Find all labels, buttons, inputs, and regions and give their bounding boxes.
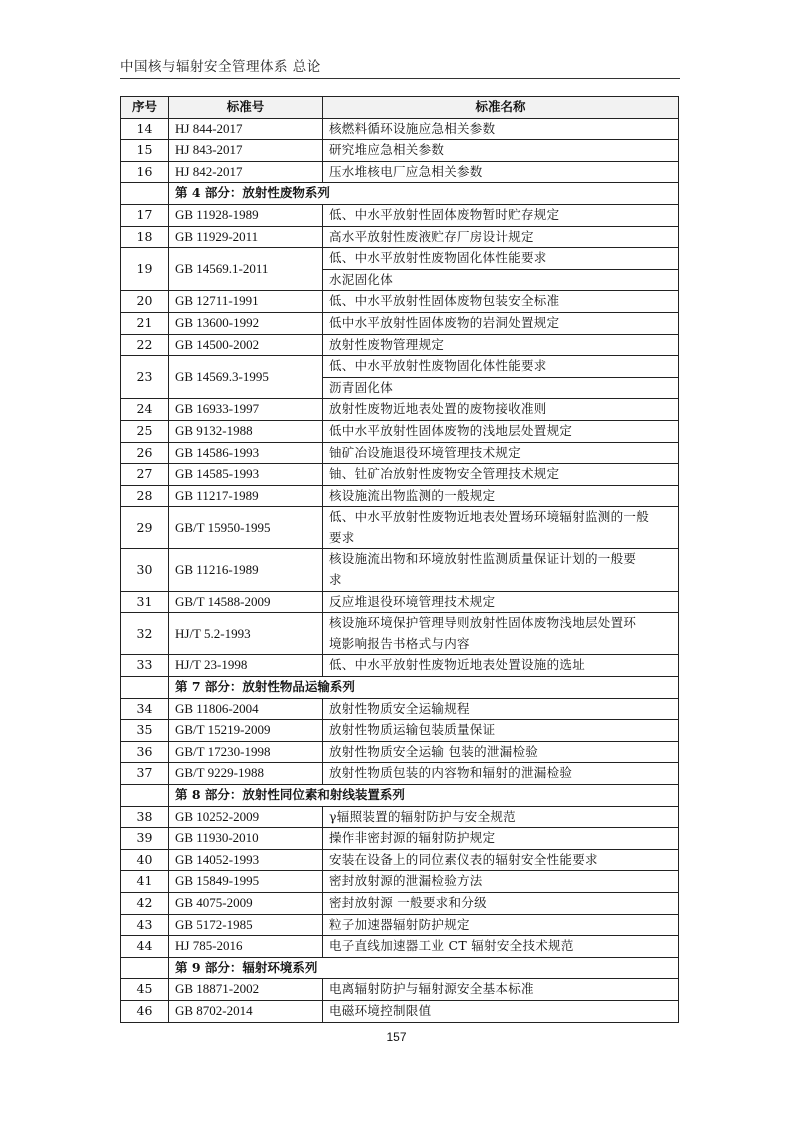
standard-title: γ辐照装置的辐射防护与安全规范 xyxy=(323,806,679,828)
standard-code: GB 11216-1989 xyxy=(169,549,323,591)
table-row xyxy=(121,720,679,742)
header-divider xyxy=(120,78,680,79)
section-row xyxy=(121,183,679,205)
standard-code: GB 5172-1985 xyxy=(169,914,323,936)
standard-code: GB/T 9229-1988 xyxy=(169,763,323,785)
table-header-row xyxy=(121,97,679,119)
section-title: 第 4 部分：放射性废物系列 xyxy=(169,183,679,205)
standard-title-line: 低、中水平放射性废物近地表处置场环境辐射监测的一般 xyxy=(329,509,650,525)
table-row xyxy=(121,892,679,914)
standard-code: GB 12711-1991 xyxy=(169,291,323,313)
table-row xyxy=(121,118,679,140)
standard-title: 压水堆核电厂应急相关参数 xyxy=(323,161,679,183)
row-number: 17 xyxy=(121,204,169,226)
section-spacer-cell xyxy=(121,677,169,699)
table-row xyxy=(121,464,679,486)
row-number: 43 xyxy=(121,914,169,936)
standard-title: 低、中水平放射性废物近地表处置设施的选址 xyxy=(323,655,679,677)
row-number: 42 xyxy=(121,892,169,914)
row-number: 46 xyxy=(121,1000,169,1022)
standard-code: GB 9132-1988 xyxy=(169,420,323,442)
standard-code: HJ/T 5.2-1993 xyxy=(169,613,323,655)
row-number: 22 xyxy=(121,334,169,356)
standard-code: GB 14569.1-2011 xyxy=(169,248,323,291)
section-spacer-cell xyxy=(121,183,169,205)
row-number: 31 xyxy=(121,591,169,613)
row-number: 30 xyxy=(121,549,169,591)
standard-title-line: 境影响报告书格式与内容 xyxy=(329,635,470,651)
standard-title: 低中水平放射性固体废物的岩洞处置规定 xyxy=(323,312,679,334)
row-number: 32 xyxy=(121,613,169,655)
row-number: 23 xyxy=(121,356,169,399)
standard-code: GB 13600-1992 xyxy=(169,312,323,334)
standard-title: 铀矿冶设施退役环境管理技术规定 xyxy=(323,442,679,464)
table-row xyxy=(121,226,679,248)
table-row xyxy=(121,204,679,226)
standard-title: 操作非密封源的辐射防护规定 xyxy=(323,828,679,850)
standard-title: 低、中水平放射性废物固化体性能要求 xyxy=(323,356,679,378)
page-number: 157 xyxy=(386,1030,407,1044)
table-row xyxy=(121,399,679,421)
standard-title xyxy=(323,507,679,549)
standard-title-line: 要求 xyxy=(329,529,355,545)
row-number: 44 xyxy=(121,936,169,958)
table-row xyxy=(121,507,679,549)
table-row xyxy=(121,741,679,763)
row-number: 16 xyxy=(121,161,169,183)
row-number: 45 xyxy=(121,979,169,1001)
table-row xyxy=(121,549,679,591)
standard-code: GB 18871-2002 xyxy=(169,979,323,1001)
table-row xyxy=(121,591,679,613)
row-number: 21 xyxy=(121,312,169,334)
standard-title: 电离辐射防护与辐射源安全基本标准 xyxy=(323,979,679,1001)
standard-title-line: 核设施流出物和环境放射性监测质量保证计划的一般要 xyxy=(329,551,637,567)
section-spacer-cell xyxy=(121,957,169,979)
standard-title-line: 核设施环境保护管理导则放射性固体废物浅地层处置环 xyxy=(329,615,637,631)
row-number: 19 xyxy=(121,248,169,291)
standard-code: GB 8702-2014 xyxy=(169,1000,323,1022)
table-row xyxy=(121,871,679,893)
standard-code: HJ 843-2017 xyxy=(169,140,323,162)
standard-title: 反应堆退役环境管理技术规定 xyxy=(323,591,679,613)
standard-title: 放射性物质运输包装质量保证 xyxy=(323,720,679,742)
row-number: 41 xyxy=(121,871,169,893)
standard-code: GB/T 15219-2009 xyxy=(169,720,323,742)
standard-code: GB 11928-1989 xyxy=(169,204,323,226)
table-row xyxy=(121,828,679,850)
standard-title: 放射性废物近地表处置的废物接收准则 xyxy=(323,399,679,421)
table-row xyxy=(121,763,679,785)
table-row xyxy=(121,312,679,334)
standard-code: HJ 785-2016 xyxy=(169,936,323,958)
standard-title: 低、中水平放射性废物固化体性能要求 xyxy=(323,248,679,270)
standard-code: GB/T 14588-2009 xyxy=(169,591,323,613)
row-number: 26 xyxy=(121,442,169,464)
row-number: 25 xyxy=(121,420,169,442)
standard-title xyxy=(323,549,679,591)
table-row xyxy=(121,655,679,677)
standard-code: GB 14585-1993 xyxy=(169,464,323,486)
section-title: 第 9 部分：辐射环境系列 xyxy=(169,957,679,979)
table-row xyxy=(121,849,679,871)
standard-code: GB/T 15950-1995 xyxy=(169,507,323,549)
table-row xyxy=(121,291,679,313)
standard-code: HJ 844-2017 xyxy=(169,118,323,140)
standard-title-line: 求 xyxy=(329,572,342,588)
section-row xyxy=(121,785,679,807)
table-row xyxy=(121,420,679,442)
row-number: 18 xyxy=(121,226,169,248)
standard-title xyxy=(323,613,679,655)
table-body xyxy=(121,118,679,1022)
table-row xyxy=(121,140,679,162)
running-header: 中国核与辐射安全管理体系 总论 xyxy=(120,59,321,75)
standard-code: GB 11806-2004 xyxy=(169,698,323,720)
row-number: 38 xyxy=(121,806,169,828)
standard-title: 密封放射源 一般要求和分级 xyxy=(323,892,679,914)
row-number: 39 xyxy=(121,828,169,850)
row-number: 37 xyxy=(121,763,169,785)
standards-table xyxy=(120,96,679,1023)
standard-title: 电子直线加速器工业 CT 辐射安全技术规范 xyxy=(323,936,679,958)
standard-code: GB 14586-1993 xyxy=(169,442,323,464)
standard-title: 放射性物质包装的内容物和辐射的泄漏检验 xyxy=(323,763,679,785)
standard-title: 水泥固化体 xyxy=(323,269,679,291)
table-row xyxy=(121,334,679,356)
standard-title: 密封放射源的泄漏检验方法 xyxy=(323,871,679,893)
standard-code: GB 10252-2009 xyxy=(169,806,323,828)
standard-code: HJ/T 23-1998 xyxy=(169,655,323,677)
table-row xyxy=(121,442,679,464)
table-row xyxy=(121,613,679,655)
row-number: 15 xyxy=(121,140,169,162)
table-row xyxy=(121,485,679,507)
standard-title: 研究堆应急相关参数 xyxy=(323,140,679,162)
standard-title: 低中水平放射性固体废物的浅地层处置规定 xyxy=(323,420,679,442)
standard-title: 放射性物质安全运输规程 xyxy=(323,698,679,720)
standard-title: 低、中水平放射性固体废物暂时贮存规定 xyxy=(323,204,679,226)
section-title: 第 8 部分：放射性同位素和射线装置系列 xyxy=(169,785,679,807)
standard-code: GB 4075-2009 xyxy=(169,892,323,914)
row-number: 28 xyxy=(121,485,169,507)
standard-title: 高水平放射性废液贮存厂房设计规定 xyxy=(323,226,679,248)
row-number: 29 xyxy=(121,507,169,549)
standard-title: 电磁环境控制限值 xyxy=(323,1000,679,1022)
section-row xyxy=(121,957,679,979)
section-row xyxy=(121,677,679,699)
table-row xyxy=(121,248,679,270)
standard-code: GB 14500-2002 xyxy=(169,334,323,356)
standard-title: 沥青固化体 xyxy=(323,377,679,399)
standard-code: GB/T 17230-1998 xyxy=(169,741,323,763)
standard-title: 放射性废物管理规定 xyxy=(323,334,679,356)
table-row xyxy=(121,979,679,1001)
row-number: 40 xyxy=(121,849,169,871)
table-row xyxy=(121,356,679,378)
row-number: 33 xyxy=(121,655,169,677)
standard-code: GB 14052-1993 xyxy=(169,849,323,871)
standard-code: GB 11929-2011 xyxy=(169,226,323,248)
column-header-title: 标准名称 xyxy=(323,97,679,119)
table-row xyxy=(121,1000,679,1022)
table-row xyxy=(121,914,679,936)
row-number: 36 xyxy=(121,741,169,763)
row-number: 27 xyxy=(121,464,169,486)
standard-code: GB 15849-1995 xyxy=(169,871,323,893)
standard-title: 核设施流出物监测的一般规定 xyxy=(323,485,679,507)
section-spacer-cell xyxy=(121,785,169,807)
standard-code: HJ 842-2017 xyxy=(169,161,323,183)
table-row xyxy=(121,936,679,958)
column-header-code: 标准号 xyxy=(169,97,323,119)
section-title: 第 7 部分：放射性物品运输系列 xyxy=(169,677,679,699)
table-row xyxy=(121,161,679,183)
standard-title: 粒子加速器辐射防护规定 xyxy=(323,914,679,936)
standard-title: 核燃料循环设施应急相关参数 xyxy=(323,118,679,140)
standard-title: 放射性物质安全运输 包装的泄漏检验 xyxy=(323,741,679,763)
table-row xyxy=(121,698,679,720)
row-number: 14 xyxy=(121,118,169,140)
row-number: 24 xyxy=(121,399,169,421)
column-header-number: 序号 xyxy=(121,97,169,119)
table-row xyxy=(121,806,679,828)
standard-title: 铀、钍矿冶放射性废物安全管理技术规定 xyxy=(323,464,679,486)
standard-code: GB 14569.3-1995 xyxy=(169,356,323,399)
standard-code: GB 11217-1989 xyxy=(169,485,323,507)
standard-code: GB 16933-1997 xyxy=(169,399,323,421)
standard-title: 低、中水平放射性固体废物包装安全标准 xyxy=(323,291,679,313)
row-number: 20 xyxy=(121,291,169,313)
standard-code: GB 11930-2010 xyxy=(169,828,323,850)
row-number: 34 xyxy=(121,698,169,720)
standard-title: 安装在设备上的同位素仪表的辐射安全性能要求 xyxy=(323,849,679,871)
row-number: 35 xyxy=(121,720,169,742)
